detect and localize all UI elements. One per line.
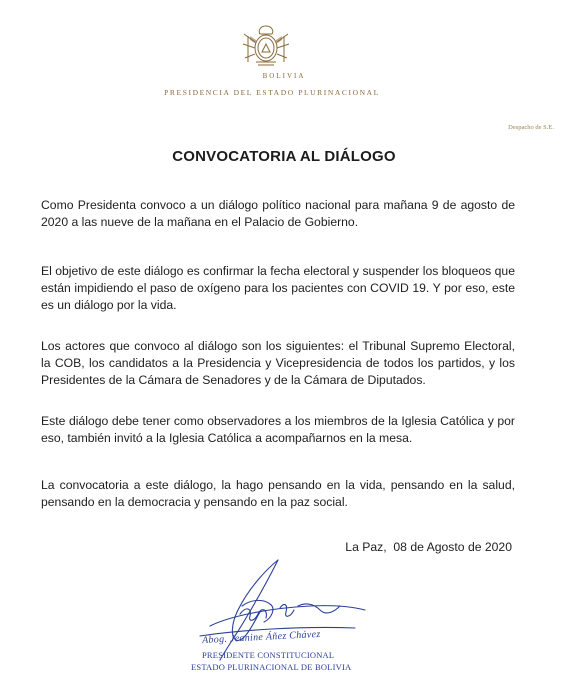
signature-stamp-office: ESTADO PLURINACIONAL DE BOLIVIA [191,662,352,672]
paragraph: Este diálogo debe tener como observadores a los miembros de la Iglesia Católica y por eso, también invitó a la Iglesia Católica a acompañarnos en la mesa. [41,414,515,445]
paragraph: Como Presidenta convoco a un diálogo político nacional para mañana 9 de agosto de 2020 a las nueve de la mañana en el Palacio de Gobierno. [41,198,515,229]
document-title: CONVOCATORIA AL DIÁLOGO [172,148,396,165]
coat-of-arms-icon [240,22,292,68]
reference-note: Despacho de S.E. [508,124,554,131]
letterhead-office: PRESIDENCIA DEL ESTADO PLURINACIONAL [164,88,380,97]
dateline: La Paz, 08 de Agosto de 2020 [345,540,512,554]
signature-stamp-title: PRESIDENTE CONSTITUCIONAL [202,650,335,660]
signature-name: Abog. Jeanine Áñez Chávez [201,628,321,647]
paragraph: La convocatoria a este diálogo, la hago pensando en la vida, pensando en la salud, pensando en la democracia y pensando en la paz social. [41,478,515,509]
paragraph: El objetivo de este diálogo es confirmar la fecha electoral y suspender los bloqueos que están impidiendo el paso de oxígeno para los pacientes con COVID 19. Y por eso, este es un diálogo por la vida. [41,264,515,312]
paragraph: Los actores que convoco al diálogo son los siguientes: el Tribunal Supremo Electoral, la COB, los candidatos a la Presidencia y Vicepresidencia de todos los partidos, y los Presidentes de la Cámara de Senadores y de la Cámara de Diputados. [41,339,515,387]
letterhead-country: BOLIVIA [262,72,306,80]
